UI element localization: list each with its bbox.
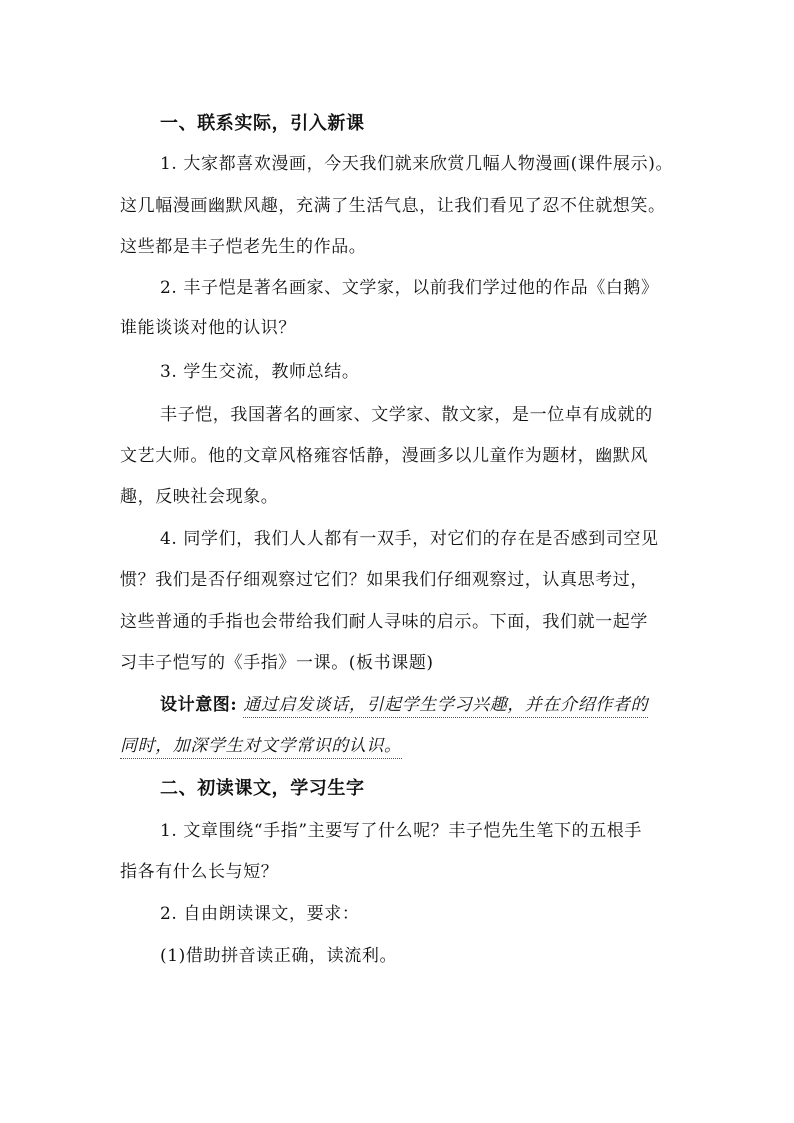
paragraph-line: 习丰子恺写的《手指》一课。(板书课题) (120, 653, 434, 673)
paragraph-line: 1. 文章围绕“手指”主要写了什么呢？丰子恺先生笔下的五根手 (160, 821, 643, 841)
paragraph-line: 丰子恺，我国著名的画家、文学家、散文家，是一位卓有成就的 (160, 405, 653, 425)
paragraph-line: (1)借助拼音读正确，读流利。 (160, 946, 398, 966)
paragraph-line: 趣，反映社会现象。 (120, 487, 279, 507)
paragraph-line: 1. 大家都喜欢漫画，今天我们就来欣赏几幅人物漫画(课件展示)。 (160, 154, 674, 174)
paragraph-line: 惯？我们是否仔细观察过它们？如果我们仔细观察过，认真思考过， (120, 570, 648, 590)
paragraph-line: 这些都是丰子恺老先生的作品。 (120, 237, 367, 257)
design-note-continued (120, 734, 402, 758)
paragraph-line: 3. 学生交流，教师总结。 (160, 362, 360, 382)
section-heading: 一、联系实际，引入新课 (160, 113, 365, 134)
paragraph-line: 2. 自由朗读课文，要求： (160, 904, 360, 924)
section-heading: 二、初读课文，学习生字 (160, 778, 365, 799)
paragraph-line: 谁能谈谈对他的认识？ (120, 318, 296, 338)
paragraph-line: 4. 同学们，我们人人都有一双手，对它们的存在是否感到司空见 (160, 529, 659, 549)
paragraph-line: 这几幅漫画幽默风趣，充满了生活气息，让我们看见了忍不住就想笑。 (120, 196, 666, 216)
paragraph-line: 指各有什么长与短？ (120, 862, 279, 882)
design-note-text: 通过启发谈话，引起学生学习兴趣，并在介绍作者的 (243, 695, 648, 718)
paragraph-line: 这些普通的手指也会带给我们耐人寻味的启示。下面，我们就一起学 (120, 612, 648, 632)
design-note-label: 设计意图: (160, 695, 238, 715)
design-note-text: 同时，加深学生对文学常识的认识。 (120, 736, 402, 759)
paragraph-line: 2. 丰子恺是著名画家、文学家，以前我们学过他的作品《白鹅》 (160, 278, 659, 298)
paragraph-line: 文艺大师。他的文章风格雍容恬静，漫画多以儿童作为题材，幽默风 (120, 446, 648, 466)
design-note (160, 693, 648, 717)
